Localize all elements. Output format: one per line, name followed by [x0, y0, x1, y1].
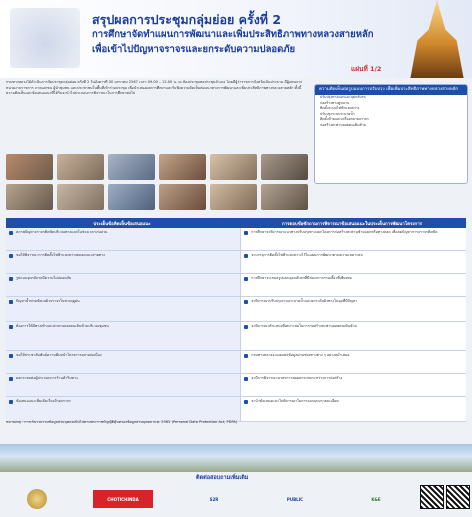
table-row — [6, 228, 466, 251]
page-title: สรุปผลการประชุมกลุ่มย่อย ครั้งที่ 2 — [92, 12, 282, 27]
meeting-photo — [108, 184, 155, 210]
table-row — [6, 274, 466, 297]
bullet-icon — [244, 277, 248, 281]
table-row — [6, 322, 466, 351]
table-row — [6, 397, 466, 422]
issue-text: ข้อเสนอแนะเพิ่มเติมเรื่องป้ายจราจร — [16, 399, 71, 403]
temple-image — [402, 0, 472, 78]
response-text: จะนำข้อเสนอแนะไปพิจารณาในการออกแบบรายละเอียด — [251, 399, 339, 403]
issue-text: ขอให้พิจารณาการติดตั้งไฟฟ้าแสงสว่างตลอดแนวสายทาง — [16, 253, 105, 257]
bullet-icon — [244, 325, 248, 329]
response-text: จะพิจารณาตำแหน่งที่เหมาะสมในการก่อสร้างสะพานลอยคนเดินข้าม — [251, 324, 357, 328]
meeting-photo — [108, 154, 155, 180]
partner-logos — [4, 483, 414, 515]
response-text: การศึกษาจะพิจารณาแนวทางปรับปรุงทางแยกโดยการก่อสร้างสะพานข้ามแยกหรือทางลอด เพื่อลดปัญหาการจราจรติดขัด — [251, 230, 438, 234]
issue-text: สภาพปัญหาจราจรติดขัดบริเวณทางแยกในช่วงเวลาเร่งด่วน — [16, 230, 108, 234]
opinion-item: ก่อสร้างทางคู่ขนาน — [320, 100, 350, 105]
highway-banner-image — [0, 444, 472, 472]
table-header — [6, 218, 466, 228]
page-indicator: แผ่นที่ 1/2 — [351, 65, 382, 73]
meeting-photo — [57, 184, 104, 210]
bullet-icon — [244, 354, 248, 358]
intro-paragraph: กรมทางหลวงได้ดำเนินการจัดประชุมกลุ่มย่อย ครั้งที่ 2 วันอังคารที่ 30 มกราคม 2567 เวลา 09.00 – 12.00 น. ณ ห้องประชุมหอประชุมอำเภอ โดยมีผู้ว่าราชการจังหวัดเป็นประธาน มีผู้แทนจากหน่วยงานราชการ ภาคเอกชน ผู้นำชุมชน และประชาชนในพื้นที่เข้าร่วมประชุม เพื่อนำเสนอผลการศึกษาและรับฟังความคิดเห็นต่อแนวทางการพัฒนาและเพิ่มประสิทธิภาพทางหลวงสายหลัก ทั้งนี้ความคิดเห็นและข้อเสนอแนะที่ได้รับจะนำไปประกอบการพิจารณาในการศึกษาต่อไป — [6, 80, 303, 96]
qr-code-icon[interactable] — [446, 485, 470, 509]
bullet-icon — [9, 400, 13, 404]
table-header-issues: ประเด็นข้อคิดเห็นข้อเสนอแนะ — [93, 221, 151, 227]
qr-code-icon[interactable] — [420, 485, 444, 509]
table-header-responses: การตอบข้อซักถามการพิจารณาข้อเสนอแนะในประเด็นการพัฒนาโครงการ — [281, 221, 423, 227]
issue-text: ปัญหาน้ำท่วมขังบนผิวจราจรในช่วงฤดูฝน — [16, 299, 80, 303]
response-text: จะบรรจุการติดตั้งไฟฟ้าแสงสว่างไว้ในแผนการพัฒนาตามความเหมาะสม — [251, 253, 363, 257]
issue-text: รูปแบบจุดกลับรถมีความไม่ปลอดภัย — [16, 276, 72, 280]
meeting-photo — [57, 154, 104, 180]
meeting-photo — [210, 184, 257, 210]
bullet-icon — [9, 277, 13, 281]
opinion-item: ก่อสร้างสะพานลอยคนเดินข้าม — [320, 122, 367, 127]
opinion-item: ปรับปรุงทางแยกและจุดกลับรถ — [320, 95, 366, 99]
bullet-icon — [244, 400, 248, 404]
meeting-photo — [6, 184, 53, 210]
bullet-icon — [9, 231, 13, 235]
bullet-icon — [9, 254, 13, 258]
bullet-icon — [9, 377, 13, 381]
table-row — [6, 297, 466, 322]
meeting-photo — [261, 184, 308, 210]
meeting-photo — [6, 154, 53, 180]
table-row — [6, 251, 466, 274]
bullet-icon — [244, 300, 248, 304]
bullet-icon — [9, 300, 13, 304]
page-subtitle-line1: การศึกษาจัดทำแผนการพัฒนาและเพิ่มประสิทธิภาพทางหลวงสายหลัก — [92, 29, 374, 40]
meeting-photo — [159, 184, 206, 210]
department-emblem-icon — [27, 489, 47, 509]
meeting-photo — [261, 154, 308, 180]
issue-text: ผลกระทบต่อผู้ประกอบการร้านค้าริมทาง — [16, 376, 78, 380]
opinion-item: ปรับปรุงระบบระบายน้ำ — [320, 111, 355, 116]
footnote: หมายเหตุ : การเก็บรวบรวมข้อมูลส่วนบุคคลเป็นไปตามพระราชบัญญัติคุ้มครองข้อมูลส่วนบุคคล พ.ศ. 2562 (Personal Data Protection Act, PDPA) — [6, 420, 238, 424]
response-text: จะพิจารณาปรับปรุงระบบระบายน้ำและยกระดับผิวทางในจุดที่มีปัญหา — [251, 299, 358, 303]
bullet-icon — [9, 354, 13, 358]
issue-text: ขอให้ประชาสัมพันธ์ความคืบหน้าโครงการอย่างต่อเนื่อง — [16, 353, 102, 357]
department-logo-icon — [10, 8, 80, 68]
opinion-table — [6, 218, 466, 418]
partner-logo-public: PUBLIC — [286, 496, 304, 502]
partner-logo-ke: K&E — [371, 496, 381, 502]
opinion-box-heading: ความคิดเห็นต่อรูปแบบการปรับปรุง เพื่อเพิ่มประสิทธิภาพทางหลวงสายหลัก — [315, 85, 467, 95]
table-row — [6, 374, 466, 397]
opinion-item: ติดตั้งระบบไฟฟ้าแสงสว่าง — [320, 106, 360, 110]
bullet-icon — [9, 325, 13, 329]
bullet-icon — [244, 231, 248, 235]
issue-text: ต้องการให้มีทางเท้าและสะพานลอยคนเดินข้ามบริเวณชุมชน — [16, 324, 109, 328]
contact-title: ติดต่อสอบถามเพิ่มเติม — [196, 475, 249, 481]
header — [0, 0, 472, 78]
meeting-photo-grid — [6, 154, 310, 212]
opinion-box — [314, 84, 468, 184]
partner-logo-s2r: S2R — [209, 496, 219, 502]
bullet-icon — [244, 254, 248, 258]
page-subtitle-line2: เพื่อเข้าไปปัญหาจราจรและยกระดับความปลอดภัย — [92, 44, 296, 55]
opinion-item: ติดตั้งป้ายและเครื่องหมายจราจร — [320, 117, 369, 121]
response-text: จะมีการพิจารณามาตรการลดผลกระทบระหว่างการก่อสร้าง — [251, 376, 343, 380]
table-row — [6, 351, 466, 374]
response-text: การศึกษาจะเสนอรูปแบบจุดกลับรถที่มีช่องจราจรรอเลี้ยวที่เพียงพอ — [251, 276, 352, 280]
meeting-photo — [159, 154, 206, 180]
partner-logo-chotichinda: CHOTICHINDA — [93, 490, 153, 508]
response-text: กรมทางหลวงจะเผยแพร่ข้อมูลผ่านช่องทางต่าง ๆ อย่างสม่ำเสมอ — [251, 353, 350, 357]
meeting-photo — [210, 154, 257, 180]
bullet-icon — [244, 377, 248, 381]
